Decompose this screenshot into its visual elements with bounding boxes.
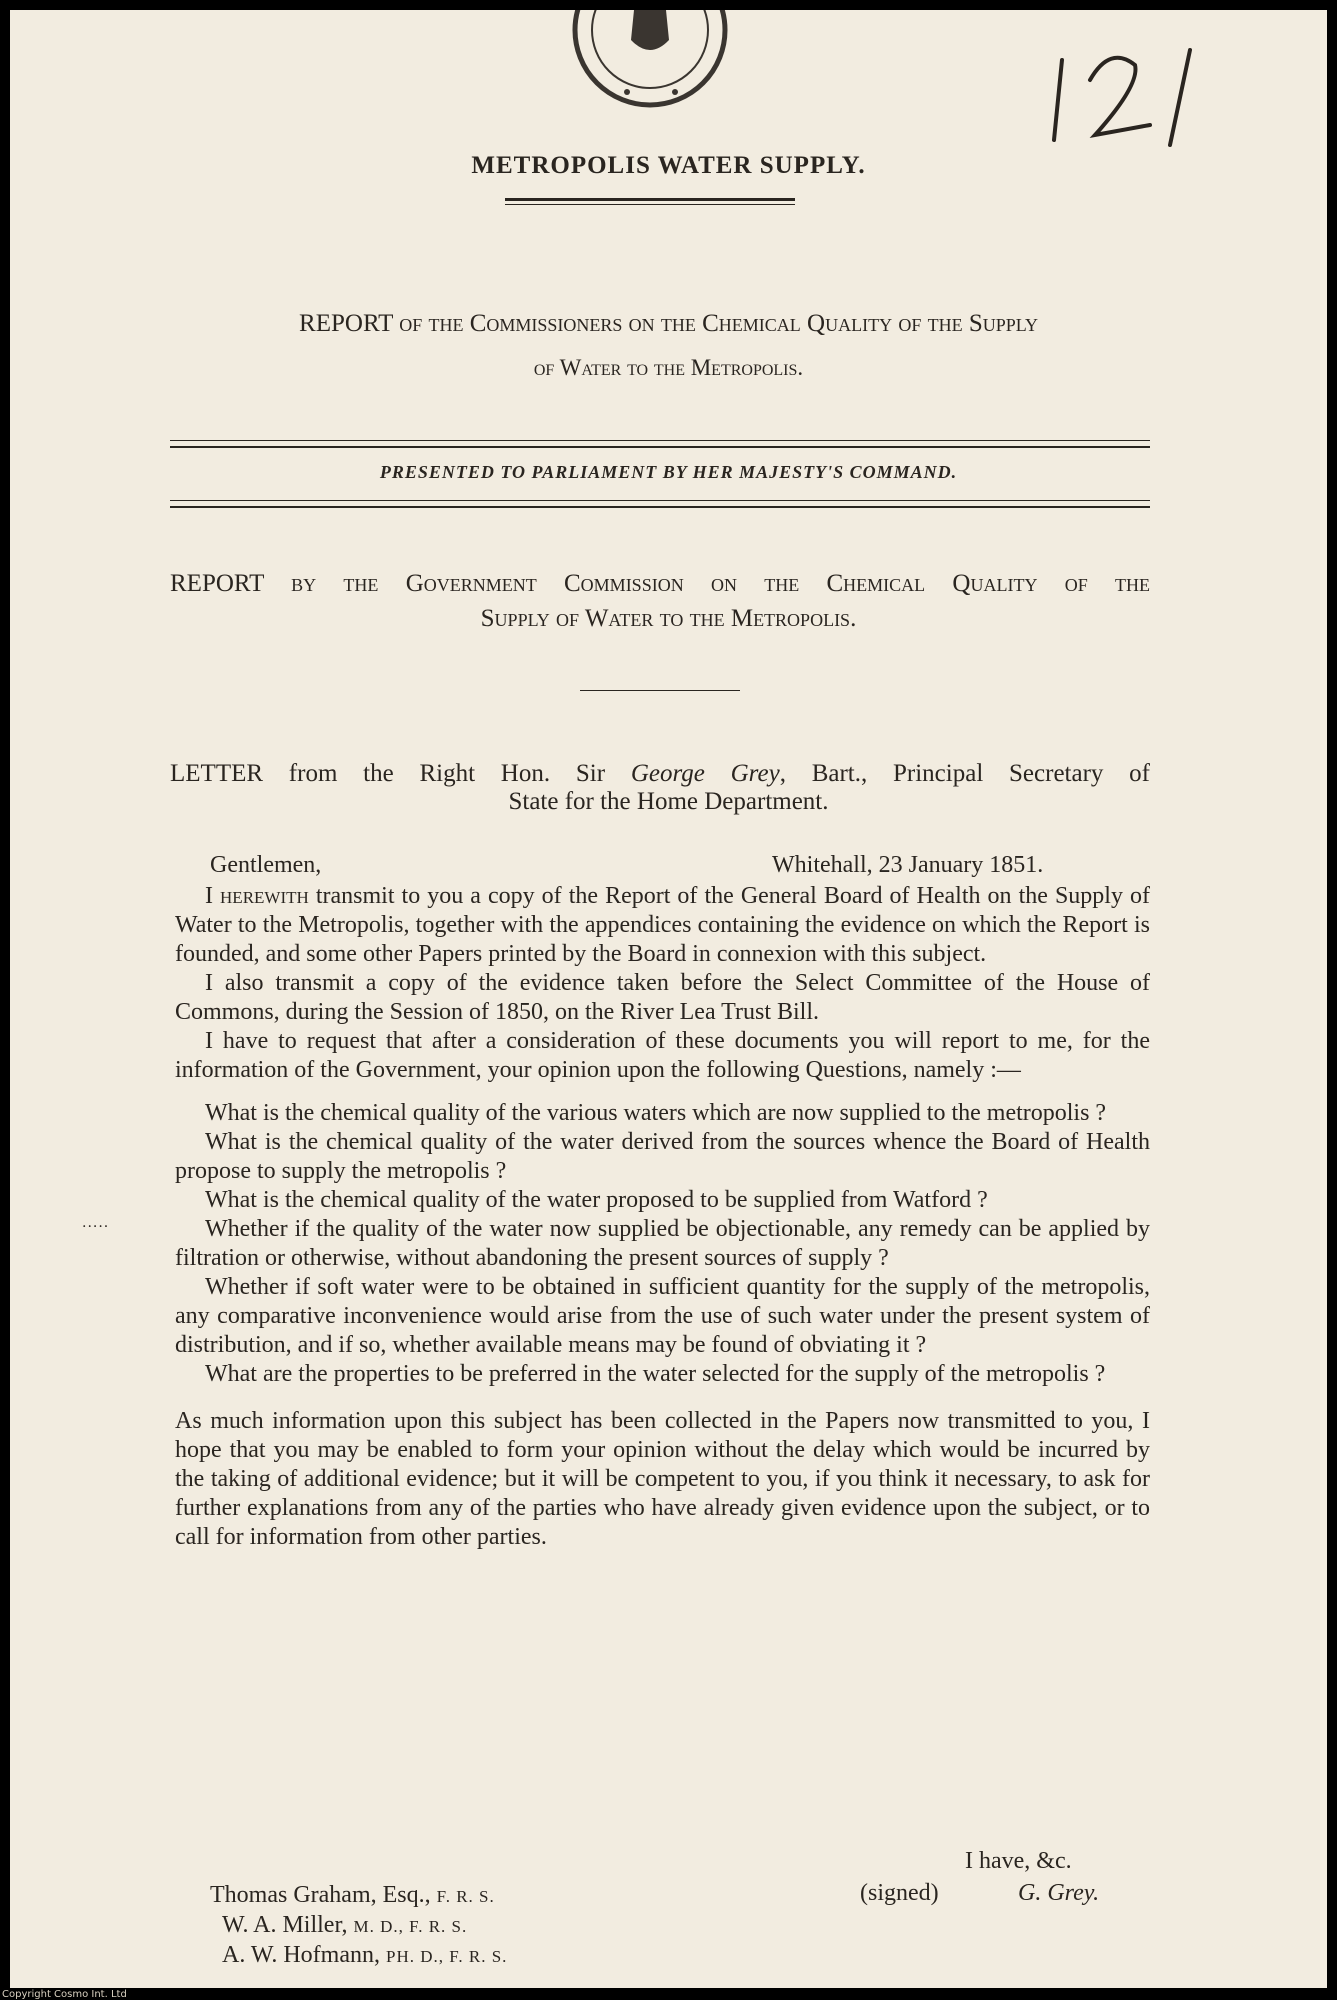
letter-heading-lead: LETTER from the Right Hon. Sir: [170, 760, 631, 787]
library-stamp-icon: [565, 10, 735, 135]
letter-heading-line-1: [170, 758, 1150, 790]
document-page: [10, 10, 1327, 1988]
question-2: What is the chemical quality of the water derived from the sources whence the Board of Health propose to supply the metropolis ?: [175, 1129, 1150, 1184]
report-title-line-2: of Water to the Metropolis.: [533, 355, 804, 380]
recipient-3: [222, 1942, 507, 1969]
paragraph-1-rest: transmit to you a copy of the Report of the General Board of Health on the Supply of Water to the Metropolis, together with the appendices containing the evidence on which the Report is founded, and some other Papers printed by the Board in connexion with this subject.: [175, 883, 1151, 967]
paragraph-1-lead: I herewith: [205, 883, 309, 909]
page-title: METROPOLIS WATER SUPPLY.: [471, 152, 866, 179]
question-1: What is the chemical quality of the various waters which are now supplied to the metropolis ?: [205, 1100, 1107, 1126]
paragraph-3: I have to request that after a consideration of these documents you will report to me, for the information of the Government, your opinion upon the following Questions, namely :—: [175, 1028, 1150, 1083]
reverse-show-through: [170, 240, 1170, 270]
paragraph-4: As much information upon this subject has been collected in the Papers now transmitted to you, I hope that you may be enabled to form your opinion without the delay which would be incurred by the taking of additional evidence; but it will be competent to you, if you think it necessary, to ask for further explanations from any of the parties who have already given evidence upon the subject, or to call for information from other parties.: [175, 1408, 1150, 1550]
letter-heading-rest: , Bart., Principal Secretary of: [779, 760, 1151, 787]
paragraph-1: [175, 882, 1150, 969]
copyright-notice: Copyright Cosmo Int. Ltd: [2, 1989, 127, 2000]
question-6: What are the properties to be preferred in the water selected for the supply of the metropolis ?: [205, 1361, 1106, 1387]
presented-rule-bottom-2: [170, 506, 1150, 508]
presented-rule-bottom: [170, 500, 1150, 501]
recipient-2-titles: M. D., F. R. S.: [353, 1917, 468, 1936]
letter-body: [175, 882, 1150, 1552]
svg-text:121: 121: [1040, 40, 1042, 41]
recipient-3-name: A. W. Hofmann,: [222, 1942, 386, 1968]
presented-line: PRESENTED TO PARLIAMENT BY HER MAJESTY'S COMMAND.: [379, 462, 958, 482]
gov-report-line-1: REPORT by the Government Commission on the Chemical Quality of the: [170, 570, 1150, 597]
recipient-1: [210, 1882, 495, 1909]
gov-report-line-2: Supply of Water to the Metropolis.: [480, 605, 857, 632]
signed-label: (signed): [860, 1880, 939, 1906]
letter-author-name: George Grey: [630, 760, 780, 787]
closing: I have, &c.: [965, 1848, 1072, 1874]
salutation: Gentlemen,: [210, 852, 322, 878]
question-3: What is the chemical quality of the water proposed to be supplied from Watford ?: [205, 1187, 988, 1213]
recipient-2-name: W. A. Miller,: [222, 1912, 354, 1938]
handwritten-number: [1040, 40, 1220, 150]
recipient-2: [222, 1912, 467, 1939]
margin-mark: .....: [82, 1215, 110, 1231]
letter-heading-line-2: State for the Home Department.: [508, 788, 829, 815]
recipient-1-name: Thomas Graham, Esq.,: [210, 1882, 437, 1908]
question-4: Whether if the quality of the water now supplied be objectionable, any remedy can be applied by filtration or otherwise, without abandoning the present sources of supply ?: [175, 1216, 1150, 1271]
place-date: Whitehall, 23 January 1851.: [772, 852, 1044, 878]
section-rule: [580, 690, 740, 691]
question-5: Whether if soft water were to be obtained in sufficient quantity for the supply of the metropolis, any comparative inconvenience would arise from the use of such water under the present system of distribution, and if so, whether available means may be found of obviating it ?: [175, 1274, 1150, 1358]
paragraph-2: I also transmit a copy of the evidence taken before the Select Committee of the House of Commons, during the Session of 1850, on the River Lea Trust Bill.: [175, 970, 1150, 1025]
report-title-line-1: REPORT of the Commissioners on the Chemical Quality of the Supply: [299, 310, 1038, 337]
recipient-3-titles: PH. D., F. R. S.: [386, 1947, 508, 1966]
presented-rule-top: [170, 440, 1150, 441]
recipient-1-titles: F. R. S.: [436, 1887, 495, 1906]
signature: G. Grey.: [1018, 1880, 1100, 1906]
presented-rule-top-2: [170, 446, 1150, 448]
title-rule: [505, 198, 795, 205]
